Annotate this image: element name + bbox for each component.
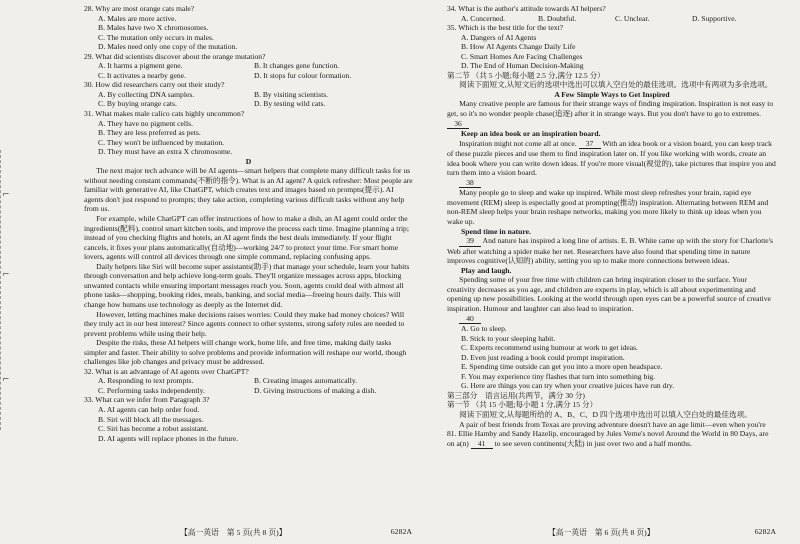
paragraph-text: Inspiration might not come all at once. [459,138,577,148]
question-stem: 第二节 （共 5 小题;每小题 2.5 分,满分 12.5 分） [447,70,605,80]
paragraph [447,420,777,450]
answer-option: D. Giving instructions of making a dish. [254,385,377,395]
paragraph-text: And nature has inspired a long line of artists. E. B. White came up with the story for Charlotte's Web after watching a spider make her net. Researchers have also found that spending time in nature improves cognitive(认知的) ability, setting you up to make more connections between ideas. [447,236,774,266]
paragraph: Many people go to sleep and wake up inspired. While most sleep refreshes your brain, rapid eye movement (REM) sleep is especially good at prompting(推动) inspiration. Alternating between REM and non-REM sleep helps your brain reshape networks, making you more likely to think up ideas when you wake up. [447,188,769,227]
answer-option: E. Spending time outside can get you into a more open headspace. [461,362,663,372]
paragraph: 阅读下面短文,从每题所给的 A、B、C、D 四个选项中选出可以填入空白处的最佳选项。 [459,409,752,419]
answer-option: A. Concerned. [461,13,506,23]
footer-code: 6282A [754,527,776,536]
answer-option: C. Performing tasks independently. [98,385,205,395]
paragraph: Daily helpers like Siri will become super assistants(助手) that manage your schedule, learn your habits through conversation and help achieve long-term goals. They'll organize messages across apps, blocking unwanted contacts while ensuring important messages reach you. Soon, agents could deal with almost all phone tasks—shopping, booking rides, meals, banking, and social media—freeing hours daily. This will change how humans use technology as deeply as the Internet did. [84,261,410,309]
paragraph: 阅读下面短文,从短文后的选项中选出可以填入空白处的最佳选项。选项中有两项为多余选项。 [459,80,773,90]
answer-option: B. It changes gene function. [254,61,340,71]
paragraph-text: to see seven continents(大陆) in just over two and a half months. [494,438,692,448]
option-row [84,90,413,100]
answer-option: A. Dangers of AI Agents [461,32,537,42]
answer-option: F. You may experience tiny flashes that turn into something big. [461,371,656,381]
paragraph: However, letting machines make decisions raises worries: Could they make bad money choices? Will they truly act in our best interest? Since agents connect to other systems, strong safety rules are needed to prevent problems while using their help. [84,309,405,338]
answer-option: A. It harms a pigment gene. [98,61,183,71]
paragraph [447,139,777,178]
question-stem: 33. What can we infer from Paragraph 3? [84,395,210,405]
sub-heading: Spend time in nature. [461,226,531,236]
paragraph: Spending some of your free time with children can bring inspiration closer to the surface. Your creativity decreases as you age, and children are experts in play, which is all about experimenting and opening up new possibilities. Looking at the world through open eyes can be a powerful source of creative inspiration. Humour and laughter can also lead to inspiration. [447,275,771,313]
question-stem: 30. How did researchers carry out their study? [84,80,225,90]
paragraph-text: A pair of best friends from Texas are proving adventure doesn't have an age limit—even when you're 81. Ellie Hamby and Sandy Hazelip, encouraged by Jules Verne's novel Around the World in 80 Days, are on a(n) [447,419,769,448]
section-title: D [245,156,252,166]
paragraph: Despite the risks, these AI helpers will change work, home life, and free time, making daily tasks simpler and faster. Their ability to solve problems and provide information will reshape our world, though challenges like job changes and privacy must be addressed. [84,338,407,367]
answer-option: D. Males need only one copy of the mutation. [98,42,238,52]
answer-option: C. By buying orange cats. [98,99,177,109]
blank-line [447,178,777,189]
answer-option: G. Here are things you can try when your creative juices have run dry. [461,381,675,391]
answer-option: D. The End of Human Decision-Making [461,61,584,71]
answer-option: A. Responding to text prompts. [98,376,194,386]
answer-blank: 38 [459,178,481,189]
question-stem: 29. What did scientists discover about the orange mutation? [84,51,266,61]
question-stem: 34. What is the author's attitude towards AI helpers? [447,4,606,13]
question-stem: 28. Why are most orange cats male? [84,4,195,13]
answer-option: B. Males have two X chromosomes. [98,23,209,33]
answer-option: B. Siri will block all the messages. [98,414,204,424]
page-footer-left [180,527,412,538]
answer-option: B. Doubtful. [538,13,577,23]
footer-subject: 【高一英语 第 5 页(共 8 页)】 [180,528,287,537]
question-stem: 32. What is an advantage of AI agents over ChatGPT? [84,366,249,376]
paragraph: For example, while ChatGPT can offer instructions of how to make a dish, an AI agent could order the ingredients(配料), control smart kitchen tools, and improve the process each time. Imagine planning a trip; instead of you checking flights and hotels, an AI agent finds the best deals immediately. If your flight cancels, it fixes your plans automatically(自动地)—working 24/7 to protect your time. For smart home lovers, agents will control all devices through one simple command, replacing confusing apps. [84,214,409,262]
answer-option: C. Smart Homes Are Facing Challenges [461,51,583,61]
answer-option: A. Males are more active. [98,13,177,23]
answer-option: D. It stops fur colour formation. [254,70,352,80]
answer-option: A. By collecting DNA samples. [98,89,195,99]
sub-heading: Play and laugh. [461,265,512,275]
section-title: A Few Simple Ways to Get Inspired [554,89,670,99]
question-stem: 31. What makes male calico cats highly uncommon? [84,109,245,119]
answer-option: B. Stick to your sleeping habit. [461,333,556,343]
answer-blank: 40 [459,314,481,325]
answer-blank: 37 [579,139,601,150]
footer-subject: 【高一英语 第 6 页(共 8 页)】 [548,528,655,537]
margin-mark: ⌐ [2,270,10,280]
option-row [84,376,413,386]
question-stem: 35. Which is the best title for the text? [447,23,564,33]
answer-option: D. They must have an extra X chromosome. [98,147,233,157]
sub-heading: Keep an idea book or an inspiration board. [461,129,601,139]
page-footer-right [548,527,776,538]
answer-option: D. By testing wild cats. [254,99,326,109]
answer-option: B. By visiting scientists. [254,89,329,99]
option-row [84,99,413,109]
answer-option: A. They have no pigment cells. [98,118,193,128]
option-row [84,61,413,71]
paragraph-text: Many creative people are famous for their strange ways of finding inspiration. Inspiration is not easy to get, so it's no wonder people chase(追逐) after it in strange ways. But you don't have to go to extremes. [447,99,774,119]
paragraph [447,99,777,129]
answer-option: B. How AI Agents Change Daily Life [461,42,576,52]
answer-option: C. Unclear. [615,13,650,23]
footer-code: 6282A [390,527,412,536]
option-row [84,386,413,396]
answer-blank: 36 [447,119,469,130]
answer-blank: 39 [459,236,481,247]
left-column [84,4,413,443]
answer-option: A. Go to sleep. [461,324,507,334]
answer-option: C. Siri has become a robot assistant. [98,424,209,434]
margin-mark: ⌐ [2,190,10,200]
option-row [84,71,413,81]
question-stem: 第三部分 语言运用(共两节，满分 30 分) [447,390,585,400]
margin-mark: ⌐ [2,375,10,385]
answer-option: C. It activates a nearby gene. [98,70,186,80]
blank-line [447,314,777,325]
paragraph-text: With an idea book or a vision board, you can keep track of these puzzle pieces and use them to find inspiration later on. If you like working with words, create an idea book where you can write down ideas. If you're more visual(视觉的), take pictures that inspire you and turn them into a vision board. [447,138,776,178]
paragraph: The next major tech advance will be AI agents—smart helpers that complete many difficult tasks for us without needing constant commands(不断的指令). What is an AI agent? A quick refresher: Most people are familiar with generative AI, like ChatGPT, which creates text and images based on prompts(提示). AI agents don't just respond to prompts; they take action, completing various difficult tasks without any help from us. [84,166,413,214]
question-stem: 第一节 （共 15 小题;每小题 1 分,满分 15 分） [447,400,598,410]
answer-blank: 41 [471,439,493,450]
answer-option: B. Creating images automatically. [254,376,358,386]
answer-option: C. Experts recommend using humour at work to get ideas. [461,343,638,353]
answer-option: D. Even just reading a book could prompt inspiration. [461,352,625,362]
answer-option: B. They are less preferred as pets. [98,128,201,138]
answer-option: C. They won't be influenced by mutation. [98,137,225,147]
answer-option: D. AI agents will replace phones in the future. [98,433,239,443]
right-column [447,4,777,449]
paragraph [447,236,777,266]
answer-option: D. Supportive. [692,13,737,23]
option-row [447,14,777,24]
answer-option: C. The mutation only occurs in males. [98,32,214,42]
answer-option: A. AI agents can help order food. [98,404,200,414]
